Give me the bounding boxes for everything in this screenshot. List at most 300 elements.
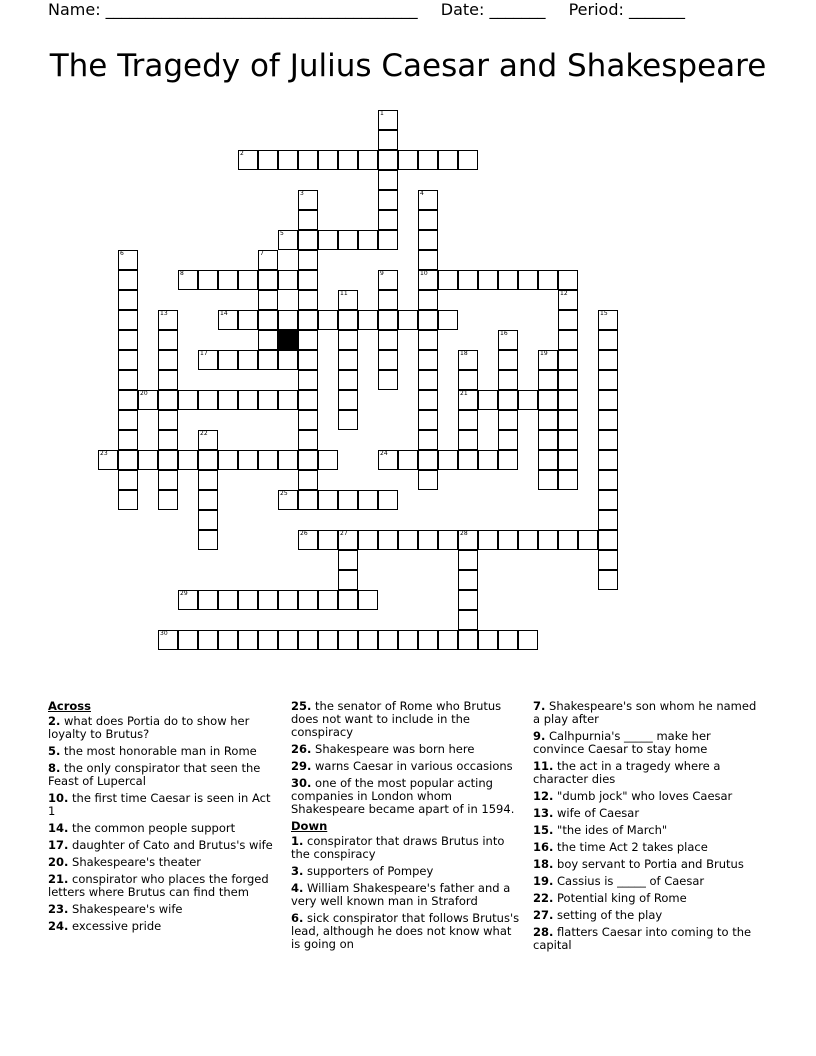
grid-cell[interactable] <box>318 590 338 610</box>
clue-number: 24 <box>380 450 388 457</box>
clue-item <box>48 873 280 899</box>
grid-cell[interactable] <box>318 310 338 330</box>
grid-cell[interactable] <box>438 270 458 290</box>
grid-cell[interactable] <box>318 630 338 650</box>
grid-cell[interactable] <box>418 290 438 310</box>
grid-cell[interactable] <box>258 590 278 610</box>
grid-cell[interactable] <box>158 330 178 350</box>
grid-cell[interactable] <box>298 150 318 170</box>
grid-cell[interactable] <box>558 270 578 290</box>
grid-cell[interactable] <box>378 130 398 150</box>
grid-cell[interactable] <box>318 150 338 170</box>
grid-cell[interactable] <box>598 490 618 510</box>
grid-cell[interactable] <box>298 250 318 270</box>
grid-cell[interactable] <box>298 210 318 230</box>
grid-cell[interactable] <box>498 450 518 470</box>
grid-cell[interactable] <box>238 630 258 650</box>
period-field-label: Period: _______ <box>568 0 685 19</box>
grid-cell[interactable] <box>418 430 438 450</box>
grid-cell[interactable] <box>318 530 338 550</box>
grid-cell[interactable] <box>298 430 318 450</box>
grid-cell[interactable] <box>278 490 298 510</box>
grid-cell[interactable] <box>558 450 578 470</box>
clue-number: 30. <box>291 776 312 790</box>
grid-cell[interactable] <box>218 390 238 410</box>
grid-cell[interactable] <box>258 330 278 350</box>
grid-cell[interactable] <box>398 530 418 550</box>
grid-cell[interactable] <box>538 270 558 290</box>
grid-cell[interactable] <box>158 390 178 410</box>
grid-cell[interactable] <box>458 550 478 570</box>
clue-number: 24. <box>48 919 69 933</box>
grid-cell[interactable] <box>598 570 618 590</box>
grid-cell[interactable] <box>418 210 438 230</box>
grid-cell[interactable] <box>418 370 438 390</box>
grid-cell[interactable] <box>498 330 518 350</box>
clue-number: 12 <box>560 290 568 297</box>
grid-cell[interactable] <box>318 230 338 250</box>
grid-cell[interactable] <box>218 450 238 470</box>
grid-cell[interactable] <box>498 430 518 450</box>
clue-text: boy servant to Portia and Brutus <box>553 857 744 871</box>
grid-cell[interactable] <box>238 450 258 470</box>
grid-cell[interactable] <box>458 590 478 610</box>
grid-cell[interactable] <box>198 590 218 610</box>
grid-cell[interactable] <box>538 410 558 430</box>
grid-cell[interactable] <box>258 270 278 290</box>
grid-cell[interactable] <box>258 450 278 470</box>
grid-cell[interactable] <box>138 390 158 410</box>
grid-cell[interactable] <box>538 370 558 390</box>
clue-number: 25 <box>280 490 288 497</box>
grid-cell[interactable] <box>218 270 238 290</box>
grid-cell[interactable] <box>198 350 218 370</box>
grid-cell[interactable] <box>118 370 138 390</box>
grid-cell[interactable] <box>478 450 498 470</box>
grid-cell[interactable] <box>198 270 218 290</box>
grid-cell[interactable] <box>538 390 558 410</box>
black-square <box>278 330 298 350</box>
grid-cell[interactable] <box>118 310 138 330</box>
clue-number: 19. <box>533 874 554 888</box>
grid-cell[interactable] <box>278 390 298 410</box>
grid-cell[interactable] <box>118 290 138 310</box>
grid-cell[interactable] <box>418 530 438 550</box>
grid-cell[interactable] <box>378 350 398 370</box>
grid-cell[interactable] <box>158 630 178 650</box>
grid-cell[interactable] <box>258 390 278 410</box>
clue-item <box>533 824 765 837</box>
grid-cell[interactable] <box>118 250 138 270</box>
grid-cell[interactable] <box>418 390 438 410</box>
grid-cell[interactable] <box>418 350 438 370</box>
grid-cell[interactable] <box>458 630 478 650</box>
clue-text: the only conspirator that seen the Feast of Lupercal <box>48 761 261 788</box>
grid-cell[interactable] <box>198 630 218 650</box>
grid-cell[interactable] <box>398 450 418 470</box>
grid-cell[interactable] <box>358 230 378 250</box>
grid-cell[interactable] <box>298 390 318 410</box>
grid-cell[interactable] <box>458 570 478 590</box>
clue-text: Shakespeare's theater <box>68 855 201 869</box>
grid-cell[interactable] <box>358 490 378 510</box>
grid-cell[interactable] <box>258 250 278 270</box>
clue-number: 26 <box>300 530 308 537</box>
grid-cell[interactable] <box>298 230 318 250</box>
clue-number: 14. <box>48 821 69 835</box>
grid-cell[interactable] <box>558 310 578 330</box>
clue-item <box>48 792 280 818</box>
grid-cell[interactable] <box>438 450 458 470</box>
grid-cell[interactable] <box>198 430 218 450</box>
grid-cell[interactable] <box>298 470 318 490</box>
clue-item <box>533 790 765 803</box>
grid-cell[interactable] <box>378 310 398 330</box>
grid-cell[interactable] <box>498 390 518 410</box>
clue-number: 11. <box>533 759 554 773</box>
grid-cell[interactable] <box>558 350 578 370</box>
grid-cell[interactable] <box>158 490 178 510</box>
grid-cell[interactable] <box>118 390 138 410</box>
grid-cell[interactable] <box>298 410 318 430</box>
grid-cell[interactable] <box>298 330 318 350</box>
grid-cell[interactable] <box>338 330 358 350</box>
grid-cell[interactable] <box>478 270 498 290</box>
grid-cell[interactable] <box>418 310 438 330</box>
grid-cell[interactable] <box>418 230 438 250</box>
grid-cell[interactable] <box>518 530 538 550</box>
grid-cell[interactable] <box>298 350 318 370</box>
grid-cell[interactable] <box>498 370 518 390</box>
clue-text: warns Caesar in various occasions <box>311 759 513 773</box>
grid-cell[interactable] <box>458 350 478 370</box>
clue-number: 21 <box>460 390 468 397</box>
clue-number: 7. <box>533 699 546 713</box>
grid-cell[interactable] <box>118 350 138 370</box>
grid-cell[interactable] <box>298 190 318 210</box>
clue-number: 17 <box>200 350 208 357</box>
grid-cell[interactable] <box>298 630 318 650</box>
clue-number: 5 <box>280 230 284 237</box>
grid-cell[interactable] <box>118 490 138 510</box>
grid-cell[interactable] <box>578 530 598 550</box>
grid-cell[interactable] <box>458 430 478 450</box>
grid-cell[interactable] <box>238 350 258 370</box>
grid-cell[interactable] <box>178 590 198 610</box>
clue-number: 7 <box>260 250 264 257</box>
clue-number: 22 <box>200 430 208 437</box>
grid-cell[interactable] <box>358 530 378 550</box>
grid-cell[interactable] <box>378 170 398 190</box>
grid-cell[interactable] <box>158 410 178 430</box>
grid-cell[interactable] <box>538 350 558 370</box>
grid-cell[interactable] <box>538 530 558 550</box>
grid-cell[interactable] <box>338 630 358 650</box>
grid-cell[interactable] <box>118 410 138 430</box>
grid-cell[interactable] <box>118 330 138 350</box>
grid-cell[interactable] <box>378 450 398 470</box>
grid-cell[interactable] <box>198 450 218 470</box>
grid-cell[interactable] <box>598 470 618 490</box>
clue-number: 20. <box>48 855 69 869</box>
grid-cell[interactable] <box>458 270 478 290</box>
grid-cell[interactable] <box>558 370 578 390</box>
grid-cell[interactable] <box>598 530 618 550</box>
clue-text: flatters Caesar into coming to the capital <box>533 925 752 952</box>
grid-cell[interactable] <box>378 210 398 230</box>
grid-cell[interactable] <box>238 270 258 290</box>
clue-number: 22. <box>533 891 554 905</box>
grid-cell[interactable] <box>458 450 478 470</box>
grid-cell[interactable] <box>338 410 358 430</box>
clue-item <box>48 822 280 835</box>
grid-cell[interactable] <box>458 410 478 430</box>
grid-cell[interactable] <box>198 470 218 490</box>
grid-cell[interactable] <box>478 630 498 650</box>
grid-cell[interactable] <box>598 370 618 390</box>
grid-cell[interactable] <box>238 150 258 170</box>
grid-cell[interactable] <box>278 450 298 470</box>
grid-cell[interactable] <box>398 150 418 170</box>
grid-cell[interactable] <box>458 610 478 630</box>
grid-cell[interactable] <box>338 550 358 570</box>
grid-cell[interactable] <box>598 390 618 410</box>
grid-cell[interactable] <box>538 470 558 490</box>
grid-cell[interactable] <box>518 270 538 290</box>
grid-cell[interactable] <box>598 330 618 350</box>
grid-cell[interactable] <box>378 190 398 210</box>
grid-cell[interactable] <box>438 630 458 650</box>
grid-cell[interactable] <box>298 450 318 470</box>
grid-cell[interactable] <box>158 450 178 470</box>
grid-cell[interactable] <box>418 410 438 430</box>
grid-cell[interactable] <box>418 250 438 270</box>
grid-cell[interactable] <box>158 350 178 370</box>
grid-cell[interactable] <box>358 630 378 650</box>
grid-cell[interactable] <box>598 350 618 370</box>
grid-cell[interactable] <box>598 550 618 570</box>
grid-cell[interactable] <box>418 330 438 350</box>
grid-cell[interactable] <box>398 630 418 650</box>
grid-cell[interactable] <box>418 150 438 170</box>
clue-item <box>291 760 521 773</box>
grid-cell[interactable] <box>158 370 178 390</box>
grid-cell[interactable] <box>338 370 358 390</box>
grid-cell[interactable] <box>118 470 138 490</box>
clue-item <box>48 715 280 741</box>
grid-cell[interactable] <box>458 530 478 550</box>
grid-cell[interactable] <box>218 350 238 370</box>
grid-cell[interactable] <box>458 390 478 410</box>
grid-cell[interactable] <box>378 530 398 550</box>
grid-cell[interactable] <box>238 310 258 330</box>
grid-cell[interactable] <box>338 390 358 410</box>
clue-column-2 <box>291 700 521 955</box>
grid-cell[interactable] <box>558 290 578 310</box>
grid-cell[interactable] <box>338 290 358 310</box>
grid-cell[interactable] <box>338 530 358 550</box>
clue-number: 11 <box>340 290 348 297</box>
grid-cell[interactable] <box>358 590 378 610</box>
grid-cell[interactable] <box>438 310 458 330</box>
clue-item <box>291 777 521 816</box>
clue-number: 14 <box>220 310 228 317</box>
grid-cell[interactable] <box>278 230 298 250</box>
grid-cell[interactable] <box>298 490 318 510</box>
grid-cell[interactable] <box>418 270 438 290</box>
grid-cell[interactable] <box>218 310 238 330</box>
down-heading: Down <box>291 819 328 833</box>
grid-cell[interactable] <box>338 490 358 510</box>
grid-cell[interactable] <box>178 630 198 650</box>
grid-cell[interactable] <box>498 270 518 290</box>
grid-cell[interactable] <box>218 590 238 610</box>
grid-cell[interactable] <box>198 390 218 410</box>
grid-cell[interactable] <box>378 630 398 650</box>
grid-cell[interactable] <box>558 470 578 490</box>
grid-cell[interactable] <box>338 230 358 250</box>
grid-cell[interactable] <box>158 470 178 490</box>
grid-cell[interactable] <box>158 310 178 330</box>
grid-cell[interactable] <box>298 310 318 330</box>
grid-cell[interactable] <box>498 630 518 650</box>
grid-cell[interactable] <box>238 590 258 610</box>
grid-cell[interactable] <box>378 110 398 130</box>
date-field-label: Date: _______ <box>440 0 546 19</box>
grid-cell[interactable] <box>178 390 198 410</box>
grid-cell[interactable] <box>438 150 458 170</box>
grid-cell[interactable] <box>598 510 618 530</box>
grid-cell[interactable] <box>258 150 278 170</box>
clue-item <box>533 700 765 726</box>
grid-cell[interactable] <box>278 630 298 650</box>
grid-cell[interactable] <box>238 390 258 410</box>
grid-cell[interactable] <box>498 350 518 370</box>
grid-cell[interactable] <box>278 310 298 330</box>
grid-cell[interactable] <box>418 190 438 210</box>
grid-cell[interactable] <box>378 150 398 170</box>
grid-cell[interactable] <box>258 290 278 310</box>
grid-cell[interactable] <box>478 530 498 550</box>
grid-cell[interactable] <box>378 370 398 390</box>
grid-cell[interactable] <box>338 310 358 330</box>
grid-cell[interactable] <box>358 310 378 330</box>
grid-cell[interactable] <box>558 430 578 450</box>
clue-text: wife of Caesar <box>553 806 640 820</box>
clue-number: 1 <box>380 110 384 117</box>
clue-text: one of the most popular acting companies in London whom Shakespeare became apart of in 1594. <box>291 776 515 816</box>
grid-cell[interactable] <box>258 350 278 370</box>
grid-cell[interactable] <box>298 590 318 610</box>
grid-cell[interactable] <box>158 430 178 450</box>
grid-cell[interactable] <box>338 570 358 590</box>
grid-cell[interactable] <box>598 310 618 330</box>
grid-cell[interactable] <box>98 450 118 470</box>
clue-column-3 <box>533 700 765 956</box>
clue-number: 23 <box>100 450 108 457</box>
clue-number: 12. <box>533 789 554 803</box>
grid-cell[interactable] <box>538 450 558 470</box>
clue-item <box>533 841 765 854</box>
grid-cell[interactable] <box>458 150 478 170</box>
grid-cell[interactable] <box>298 370 318 390</box>
grid-cell[interactable] <box>398 310 418 330</box>
grid-cell[interactable] <box>198 490 218 510</box>
grid-cell[interactable] <box>318 490 338 510</box>
clue-number: 8 <box>180 270 184 277</box>
grid-cell[interactable] <box>138 450 158 470</box>
grid-cell[interactable] <box>358 150 378 170</box>
grid-cell[interactable] <box>118 270 138 290</box>
grid-cell[interactable] <box>498 530 518 550</box>
clue-number: 15. <box>533 823 554 837</box>
grid-cell[interactable] <box>298 270 318 290</box>
grid-cell[interactable] <box>378 330 398 350</box>
grid-cell[interactable] <box>558 390 578 410</box>
grid-cell[interactable] <box>538 430 558 450</box>
clue-text: Calhpurnia's _____ make her convince Caesar to stay home <box>533 729 711 756</box>
grid-cell[interactable] <box>558 530 578 550</box>
clue-text: Shakespeare was born here <box>311 742 475 756</box>
grid-cell[interactable] <box>378 490 398 510</box>
grid-cell[interactable] <box>598 450 618 470</box>
grid-cell[interactable] <box>558 330 578 350</box>
grid-cell[interactable] <box>378 290 398 310</box>
grid-cell[interactable] <box>178 270 198 290</box>
grid-cell[interactable] <box>178 450 198 470</box>
clue-number: 29. <box>291 759 312 773</box>
grid-cell[interactable] <box>598 410 618 430</box>
grid-cell[interactable] <box>218 630 238 650</box>
clue-number: 2. <box>48 714 61 728</box>
clue-text: the time Act 2 takes place <box>553 840 708 854</box>
grid-cell[interactable] <box>438 530 458 550</box>
grid-cell[interactable] <box>338 590 358 610</box>
grid-cell[interactable] <box>198 530 218 550</box>
grid-cell[interactable] <box>118 430 138 450</box>
grid-cell[interactable] <box>258 310 278 330</box>
clue-text: Shakespeare's wife <box>68 902 183 916</box>
grid-cell[interactable] <box>338 150 358 170</box>
grid-cell[interactable] <box>518 630 538 650</box>
grid-cell[interactable] <box>338 350 358 370</box>
grid-cell[interactable] <box>198 510 218 530</box>
grid-cell[interactable] <box>418 450 438 470</box>
grid-cell[interactable] <box>458 370 478 390</box>
clue-number: 25. <box>291 699 312 713</box>
grid-cell[interactable] <box>278 270 298 290</box>
grid-cell[interactable] <box>258 630 278 650</box>
clue-text: sick conspirator that follows Brutus's lead, although he does not know what is going on <box>291 911 520 951</box>
clue-number: 9. <box>533 729 546 743</box>
grid-cell[interactable] <box>298 530 318 550</box>
grid-cell[interactable] <box>378 230 398 250</box>
grid-cell[interactable] <box>378 270 398 290</box>
grid-cell[interactable] <box>418 470 438 490</box>
grid-cell[interactable] <box>498 410 518 430</box>
grid-cell[interactable] <box>418 630 438 650</box>
grid-cell[interactable] <box>518 390 538 410</box>
grid-cell[interactable] <box>298 290 318 310</box>
grid-cell[interactable] <box>278 350 298 370</box>
grid-cell[interactable] <box>598 430 618 450</box>
grid-cell[interactable] <box>118 450 138 470</box>
grid-cell[interactable] <box>278 150 298 170</box>
grid-cell[interactable] <box>558 410 578 430</box>
grid-cell[interactable] <box>318 450 338 470</box>
grid-cell[interactable] <box>278 590 298 610</box>
grid-cell[interactable] <box>478 390 498 410</box>
